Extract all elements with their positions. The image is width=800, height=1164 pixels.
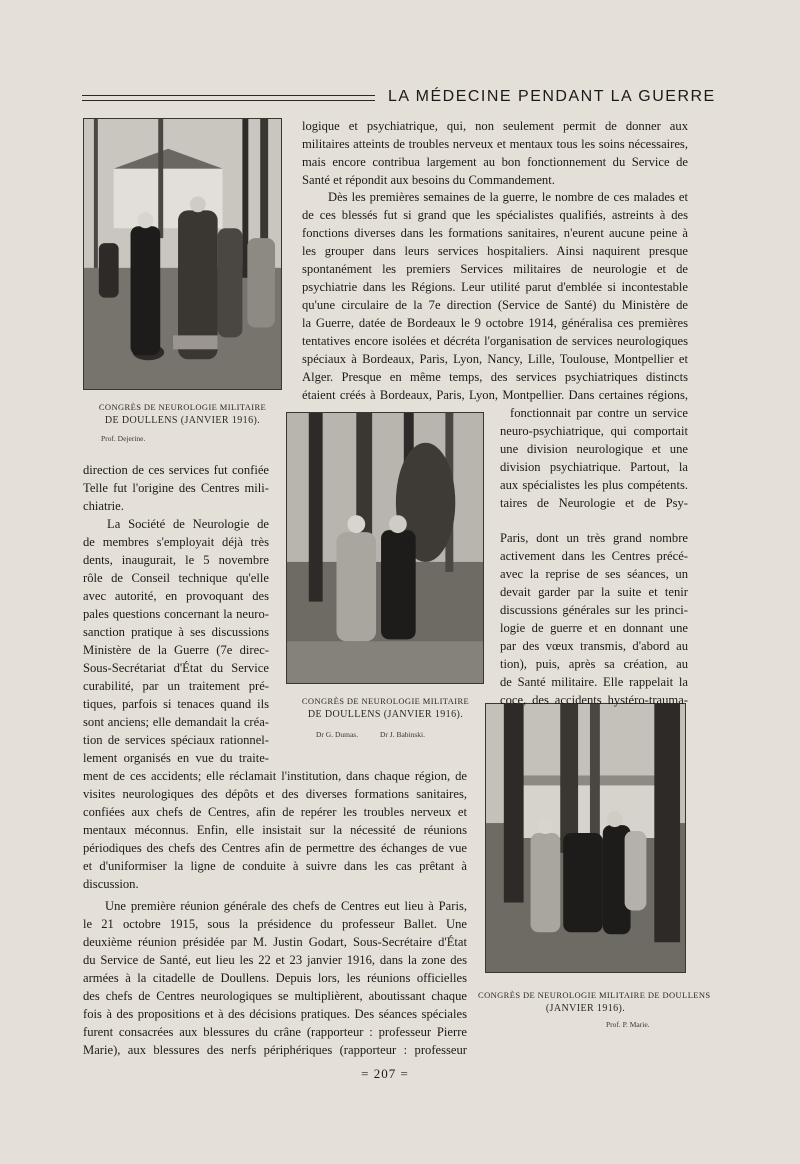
text-line: fonctions diverses dans les formations sanitaires, n'eurent aucune peine à (302, 226, 688, 240)
text-line: fonctionnait par contre un service (510, 406, 688, 420)
credit-marie: Prof. P. Marie. (606, 1020, 650, 1029)
text-line: tion de services spéciaux rationnel- (83, 733, 269, 747)
text-line: ment de ces accidents; elle réclamait l'institution, dans chaque région, de (83, 769, 467, 783)
text-line: psychiatrie dans les Régions. Leur utilité parut d'emblée si incontestable (302, 280, 688, 294)
text-line: fois à des propositions et à des décisions pratiques. Des séances spéciales (83, 1007, 467, 1021)
text-line: Alger. Presque en même temps, des services psychiatriques distincts (302, 370, 688, 384)
text-line: dents, inaugurait, le 5 novembre (83, 553, 269, 567)
text-line: le 21 octobre 1915, sous la présidence du professeur Ballet. Une (83, 917, 467, 931)
text-line: sont anciens; elle demandait la créa- (83, 715, 269, 729)
text-line: tiques, parfois si tenaces quand ils (83, 697, 269, 711)
text-line: activement dans les Centres précé- (500, 549, 688, 563)
text-line: mais encore contribua largement au bon fonctionnement du Service de (302, 155, 688, 169)
text-line: visites neurologiques des dépôts et des diverses formations sanitaires, (83, 787, 467, 801)
text-line: curabilité, par un traitement pré- (83, 679, 269, 693)
credit-dejerine: Prof. Dejerine. (101, 434, 146, 443)
text-line: tentatives encore isolées et décréta l'organisation de services neurologiques (302, 334, 688, 348)
text-line: logique et psychiatrique, qui, non seulement permit de donner aux (302, 119, 688, 133)
text-line: qu'une circulaire de la 7e direction (Service de Santé) du Ministère de (302, 298, 688, 312)
text-line: par des vœux transmis, d'abord au (500, 639, 688, 653)
text-line: les grouper dans leurs services hospitaliers. Ainsi naquirent presque (302, 244, 688, 258)
text-line: Sous-Secrétariat d'État du Service (83, 661, 269, 675)
header-rule-bottom (82, 100, 375, 101)
text-line: avec autorité, en provoquant des (83, 589, 269, 603)
text-line: militaires atteints de troubles nerveux et mentaux tous les soins nécessaires, (302, 137, 688, 151)
text-line: rôle de Conseil technique qu'elle (83, 571, 269, 585)
text-line: étaient créés à Bordeaux, Paris, Lyon, Montpellier. Dans certaines régions, (302, 388, 688, 402)
caption-photo2 (283, 694, 488, 722)
text-line: Dès les premières semaines de la guerre, le nombre de ces malades et (328, 190, 688, 204)
credit-babinski: Dr J. Babinski. (380, 730, 425, 739)
text-line: logie de guerre et en donnant une (500, 621, 688, 635)
text-line: spéciaux à Bordeaux, Paris, Lyon, Nancy, Lille, Toulouse, Montpellier et (302, 352, 688, 366)
caption-line: CONGRÈS DE NEUROLOGIE MILITAIRE DE DOULLENS (478, 990, 711, 1000)
text-line: discussions générales sur les princi- (500, 603, 688, 617)
text-line: Santé et répondit aux besoins du Commandement. (302, 173, 555, 187)
text-line: Telle fut l'origine des Centres mili- (83, 481, 269, 495)
caption-photo3 (478, 988, 711, 1016)
text-line: armées à la citadelle de Doullens. Depuis lors, les réunions officielles (83, 971, 467, 985)
text-line: coce, des accidents hystéro-trauma- (500, 693, 688, 707)
text-line: taires de Neurologie et de Psy- (500, 496, 688, 510)
text-line: du Service de Santé, eut lieu les 22 et 23 janvier 1916, dans la zone des (83, 953, 467, 967)
caption-line: CONGRÈS DE NEUROLOGIE MILITAIRE (301, 696, 470, 706)
header-rule-top (82, 95, 375, 96)
text-line: furent consacrées aux blessures du crâne (rapporteur : professeur Pierre (83, 1025, 467, 1039)
text-line: discussion. (83, 877, 139, 891)
photo-dejerine (83, 118, 282, 390)
photo-marie (485, 703, 686, 973)
text-line: spontanément les premiers Services militaires de neurologie et de (302, 262, 688, 276)
text-line: confiées aux chefs de Centres, afin de repérer les troubles nerveux et (83, 805, 467, 819)
credit-dumas: Dr G. Dumas. (316, 730, 359, 739)
text-line: Marie), aux blessures des nerfs périphériques (rapporteur : professeur (83, 1043, 467, 1057)
photo-dumas-babinski (286, 412, 484, 684)
text-line: La Société de Neurologie de (107, 517, 269, 531)
text-line: périodiques des chefs des Centres afin de permettre des échanges de vue (83, 841, 467, 855)
text-line: la Guerre, datée de Bordeaux le 9 octobre 1914, généralisa ces premières (302, 316, 688, 330)
page-number: = 207 = (361, 1066, 409, 1081)
text-line: pales questions concernant la neuro- (83, 607, 269, 621)
text-line: de membres s'employait déjà très (83, 535, 269, 549)
text-line: Ministère de la Guerre (7e direc- (83, 643, 269, 657)
text-line: tion), puis, après sa création, au (500, 657, 688, 671)
text-line: deuxième réunion présidée par M. Justin Godart, Sous-Secrétaire d'État (83, 935, 467, 949)
text-line: une division neurologique et une (500, 442, 688, 456)
text-line: sanction pratique à ses discussions (83, 625, 269, 639)
text-line: direction de ces services fut confiée (83, 463, 269, 477)
text-line: mentaux méconnus. Enfin, elle insistait sur la nécessité de réunions (83, 823, 467, 837)
text-line: de ces blessés fut si grand que les spécialistes qualifiés, astreints à des (302, 208, 688, 222)
text-line: de Santé militaire. Elle rappelait la (500, 675, 688, 689)
caption-line: CONGRÈS DE NEUROLOGIE MILITAIRE (98, 402, 267, 412)
text-line: chiatrie. (83, 499, 124, 513)
text-line: Paris, dont un très grand nombre (500, 531, 688, 545)
caption-line: DE DOULLENS (JANVIER 1916). (104, 415, 261, 426)
caption-line: (JANVIER 1916). (545, 1003, 626, 1014)
text-line: et d'uniformiser la ligne de conduite à suivre dans les cas prêtant à (83, 859, 467, 873)
text-line: Une première réunion générale des chefs de Centres eut lieu à Paris, (105, 899, 467, 913)
text-line: division psychiatrique. Partout, la (500, 460, 688, 474)
caption-photo1 (80, 400, 285, 428)
running-head: LA MÉDECINE PENDANT LA GUERRE (388, 88, 716, 105)
text-line: aux spécialistes les plus compétents. (500, 478, 688, 492)
text-line: des chefs de Centres neurologiques se multiplièrent, aboutissant chaque (83, 989, 467, 1003)
text-line: devait garder par la suite et tenir (500, 585, 688, 599)
text-line: neuro-psychiatrique, qui comportait (500, 424, 688, 438)
text-line: avec la reprise de ses séances, un (500, 567, 688, 581)
text-line: lement organisés en vue du traite- (83, 751, 269, 765)
caption-line: DE DOULLENS (JANVIER 1916). (307, 709, 464, 720)
